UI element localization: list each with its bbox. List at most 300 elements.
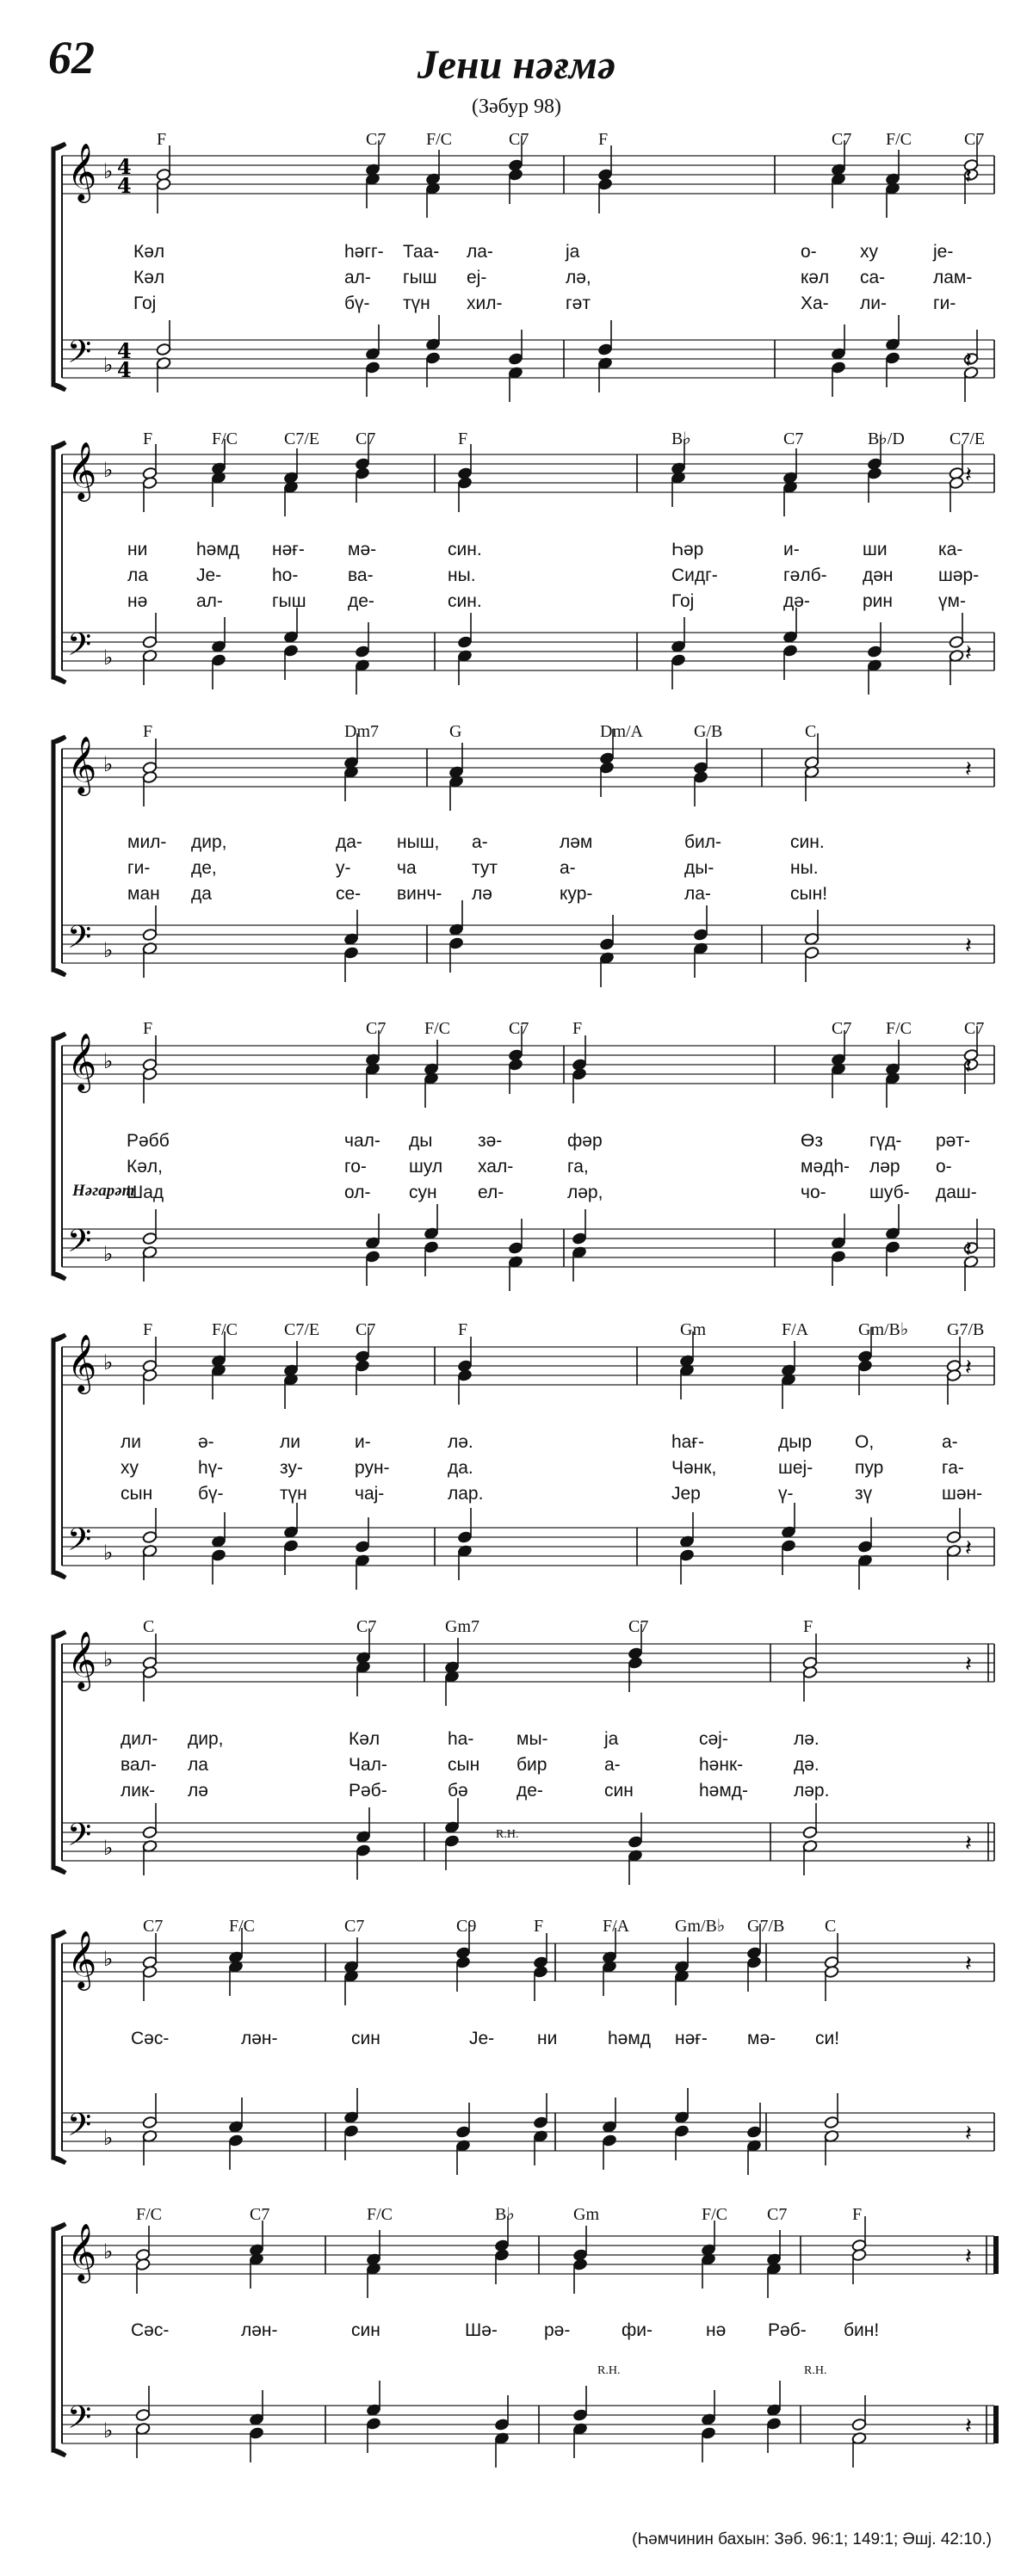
lyric-verse-2: де, [191, 858, 217, 878]
lyric-verse-1: дир, [188, 1729, 224, 1749]
lyric-verse-3: сын [121, 1484, 153, 1504]
chord-symbol: G7/B [947, 1320, 985, 1339]
chord-symbol: C7 [366, 130, 387, 149]
quarter-rest-icon: 𝄽 [965, 640, 972, 666]
lyric-verse-2: Кәл, [127, 1157, 163, 1177]
lyric-verse-3: се- [336, 884, 362, 904]
chord-symbol: F [458, 1320, 468, 1339]
lyric-verse-1: а- [942, 1432, 958, 1452]
lyric-verse-1: фи- [622, 2320, 653, 2340]
lyric-verse-2: тут [472, 858, 498, 878]
lyric-verse-3: ла- [684, 884, 711, 904]
lyric-verse-2: шул [409, 1157, 443, 1177]
lyric-verse-1: нәғ- [272, 540, 305, 559]
chord-symbol: F [852, 2205, 863, 2224]
lyric-verse-3: ол- [344, 1183, 371, 1202]
quarter-rest-icon: 𝄽 [965, 2413, 972, 2439]
lyric-verse-2: са- [860, 268, 886, 287]
lyric-verse-2: зу- [280, 1458, 303, 1478]
flat-key-icon: ♭ [103, 458, 114, 482]
lyric-verse-3: чо- [801, 1183, 826, 1202]
treble-clef-icon: 𝄞 [67, 2222, 97, 2281]
lyric-verse-2: у- [336, 858, 351, 878]
lyric-verse-3: Гој [671, 591, 695, 611]
lyric-verse-1: һәгг- [344, 242, 384, 262]
lyric-verse-1: ла- [467, 242, 493, 262]
lyric-verse-1: ни [127, 540, 148, 559]
lyric-verse-2: пур [855, 1458, 884, 1478]
chord-symbol: B♭ [671, 429, 691, 448]
flat-key-icon: ♭ [103, 646, 114, 670]
time-signature-icon: 4 [117, 173, 132, 198]
lyric-verse-1: дир, [191, 832, 227, 852]
lyric-verse-1: ши [863, 540, 888, 559]
lyric-verse-2: а- [560, 858, 576, 878]
lyric-verse-1: һәмд [196, 540, 240, 559]
lyric-verse-3: ги- [933, 293, 956, 313]
chord-symbol: C7 [509, 1019, 529, 1038]
lyric-verse-1: бин! [844, 2320, 880, 2340]
lyric-verse-1: дыр [778, 1432, 813, 1452]
lyric-verse-3: рин [863, 591, 894, 611]
lyric-verse-2: ләр [869, 1157, 900, 1177]
lyric-verse-3: үм- [938, 591, 966, 611]
flat-key-icon: ♭ [103, 1541, 114, 1565]
chord-symbol: C [143, 1617, 155, 1636]
lyric-verse-2: о- [936, 1157, 952, 1177]
lyric-verse-3: шән- [942, 1484, 983, 1504]
chord-symbol: F [143, 1320, 153, 1339]
lyric-verse-1: а- [472, 832, 488, 852]
lyric-verse-3: түн [403, 293, 430, 313]
lyric-verse-1: син [351, 2320, 380, 2340]
lyric-verse-1: һәмд [608, 2029, 652, 2048]
chord-symbol: F [143, 429, 153, 448]
lyric-verse-1: нәғ- [675, 2029, 708, 2048]
lyric-verse-2: шеј- [778, 1458, 813, 1478]
lyric-verse-3: ал- [196, 591, 223, 611]
treble-clef-icon: 𝄞 [67, 1930, 97, 1988]
rh-marking: R.H. [804, 2364, 827, 2377]
lyric-verse-2: ла [188, 1755, 208, 1775]
lyric-verse-2: хал- [478, 1157, 514, 1177]
lyric-verse-2: Чәнк, [671, 1458, 717, 1478]
page-title: Јени нәғмә [417, 42, 616, 88]
lyric-verse-1: син. [448, 540, 482, 559]
quarter-rest-icon: 𝄽 [965, 1237, 972, 1263]
quarter-rest-icon: 𝄽 [965, 1652, 972, 1677]
chord-symbol: Gm/B♭ [675, 1917, 726, 1936]
lyric-verse-2: вал- [121, 1755, 157, 1775]
time-signature-icon: 4 [117, 357, 132, 382]
bass-clef-icon: 𝄢 [67, 1223, 92, 1267]
quarter-rest-icon: 𝄽 [965, 2244, 972, 2270]
quarter-rest-icon: 𝄽 [965, 1535, 972, 1561]
flat-key-icon: ♭ [103, 1242, 114, 1266]
lyric-verse-1: ка- [938, 540, 963, 559]
lyric-verse-1: лән- [241, 2320, 278, 2340]
lyric-verse-2: гәлб- [783, 565, 827, 585]
treble-clef-icon: 𝄞 [67, 735, 97, 794]
scripture-references: (Һәмчинин бахын: Зәб. 96:1; 149:1; Әшј. 42:10.) [632, 2530, 992, 2548]
lyric-verse-2: ны. [448, 565, 476, 585]
quarter-rest-icon: 𝄽 [965, 462, 972, 488]
chord-symbol: Gm7 [445, 1617, 479, 1636]
lyric-verse-1: зә- [478, 1131, 503, 1151]
lyric-verse-3: син [604, 1781, 634, 1801]
lyric-verse-3: зү [855, 1484, 873, 1504]
chord-symbol: F/C [886, 1019, 912, 1038]
lyric-verse-1: си! [815, 2029, 840, 2048]
lyric-verse-1: рәт- [936, 1131, 970, 1151]
system-bracket [53, 2224, 65, 2456]
chord-symbol: G/B [694, 722, 723, 741]
lyric-verse-3: лә [472, 884, 492, 904]
lyric-verse-1: бил- [684, 832, 722, 852]
lyric-verse-1: фәр [567, 1131, 603, 1151]
lyric-verse-2: лам- [933, 268, 973, 287]
lyric-verse-3: Рәб- [349, 1781, 387, 1801]
lyric-verse-2: бир [516, 1755, 547, 1775]
chord-symbol: B♭ [495, 2205, 515, 2224]
lyric-verse-1: Кәл [349, 1729, 380, 1749]
lyric-verse-2: ал- [344, 268, 371, 287]
chord-symbol: G7/B [747, 1917, 785, 1936]
lyric-verse-1: сәј- [699, 1729, 728, 1749]
flat-key-icon: ♭ [103, 938, 114, 962]
lyric-verse-1: ја [566, 242, 580, 262]
chord-symbol: Dm/A [600, 722, 643, 741]
lyric-verse-1: Сәс- [131, 2320, 170, 2340]
lyric-verse-3: чај- [355, 1484, 385, 1504]
treble-clef-icon: 𝄞 [67, 1032, 97, 1090]
quarter-rest-icon: 𝄽 [965, 933, 972, 959]
page-subtitle: (Зәбур 98) [472, 96, 561, 118]
lyric-verse-1: Кәл [133, 242, 165, 262]
lyric-verse-2: дән [863, 565, 894, 585]
lyric-verse-1: чал- [344, 1131, 380, 1151]
lyric-verse-1: ләм [560, 832, 593, 852]
system-bracket [53, 1632, 65, 1873]
lyric-verse-2: шәр- [938, 565, 980, 585]
flat-key-icon: ♭ [103, 1350, 114, 1374]
lyric-verse-3: Гој [133, 293, 157, 313]
chord-symbol: F [534, 1917, 544, 1936]
system-bracket [53, 737, 65, 975]
chord-symbol: F [572, 1019, 583, 1038]
lyric-verse-2: Је- [196, 565, 222, 585]
lyric-verse-3: ли- [860, 293, 887, 313]
lyric-verse-1: гүд- [869, 1131, 902, 1151]
chord-symbol: F/C [886, 130, 912, 149]
lyric-verse-2: ны. [790, 858, 819, 878]
chord-symbol: C7 [832, 1019, 852, 1038]
lyric-verse-2: рун- [355, 1458, 390, 1478]
chord-symbol: F [458, 429, 468, 448]
chord-symbol: B♭/D [868, 429, 905, 448]
chord-symbol: F [803, 1617, 813, 1636]
lyric-verse-2: ги- [127, 858, 151, 878]
lyric-verse-3: ләр, [567, 1183, 603, 1202]
chord-symbol: C7 [344, 1917, 365, 1936]
lyric-verse-1: Рәбб [127, 1131, 170, 1151]
lyric-verse-1: Је- [469, 2029, 495, 2048]
flat-key-icon: ♭ [103, 353, 114, 377]
lyric-verse-1: и- [783, 540, 800, 559]
lyric-verse-3: ү- [778, 1484, 794, 1504]
bass-clef-icon: 𝄢 [67, 2107, 92, 2151]
final-barline [993, 2406, 999, 2443]
chord-symbol: Gm/B♭ [858, 1320, 909, 1339]
bass-clef-icon: 𝄢 [67, 334, 92, 378]
lyric-verse-1: ја [604, 1729, 619, 1749]
system-bracket [53, 144, 65, 390]
chord-symbol: C7 [143, 1917, 164, 1936]
chord-symbol: C7 [964, 1019, 985, 1038]
flat-key-icon: ♭ [103, 1049, 114, 1073]
lyric-verse-1: мы- [516, 1729, 548, 1749]
lyric-verse-3: даш- [936, 1183, 977, 1202]
lyric-verse-1: мә- [747, 2029, 776, 2048]
flat-key-icon: ♭ [103, 2239, 114, 2264]
lyric-verse-1: дил- [121, 1729, 158, 1749]
lyric-verse-2: кәл [801, 268, 830, 287]
lyric-verse-3: де- [516, 1781, 543, 1801]
quarter-rest-icon: 𝄽 [965, 757, 972, 782]
chord-symbol: F/C [702, 2205, 728, 2224]
chord-symbol: C7 [356, 429, 376, 448]
lyric-verse-2: ча [397, 858, 417, 878]
quarter-rest-icon: 𝄽 [965, 1831, 972, 1856]
rh-marking: R.H. [496, 1828, 519, 1841]
lyric-verse-1: лән- [241, 2029, 278, 2048]
treble-clef-icon: 𝄞 [67, 1333, 97, 1392]
lyric-verse-2: ды- [684, 858, 714, 878]
chord-symbol: C [805, 722, 817, 741]
chord-symbol: F/A [782, 1320, 809, 1339]
lyric-verse-3: Јер [671, 1484, 701, 1504]
treble-clef-icon: 𝄞 [67, 441, 97, 499]
chord-symbol: C7 [767, 2205, 788, 2224]
chord-symbol: C7 [356, 1320, 376, 1339]
lyric-verse-3: ман [127, 884, 160, 904]
lyric-verse-2: га, [567, 1157, 589, 1177]
time-signature-icon: 4 [117, 154, 132, 179]
lyric-verse-1: һа- [448, 1729, 474, 1749]
chord-symbol: C [825, 1917, 837, 1936]
lyric-verse-3: да [191, 884, 212, 904]
lyric-verse-2: гыш [403, 268, 437, 287]
time-signature-icon: 4 [117, 338, 132, 363]
chord-symbol: C7/E [284, 1320, 320, 1339]
lyric-verse-2: ва- [348, 565, 374, 585]
lyric-verse-2: мәдһ- [801, 1157, 851, 1177]
quarter-rest-icon: 𝄽 [965, 1355, 972, 1381]
lyric-verse-2: ху [121, 1458, 139, 1478]
lyric-verse-1: је- [933, 242, 954, 262]
chord-symbol: F/C [426, 130, 453, 149]
flat-key-icon: ♭ [103, 2418, 114, 2443]
lyric-verse-1: Таа- [403, 242, 440, 262]
chord-symbol: F/C [212, 429, 238, 448]
final-barline [993, 2236, 999, 2274]
lyric-verse-3: хил- [467, 293, 503, 313]
flat-key-icon: ♭ [103, 1947, 114, 1971]
lyric-verse-2: һәнк- [699, 1755, 744, 1775]
chord-symbol: G [449, 722, 462, 741]
lyric-verse-3: түн [280, 1484, 307, 1504]
lyric-verse-1: ху [860, 242, 878, 262]
chord-symbol: F/C [424, 1019, 451, 1038]
flat-key-icon: ♭ [103, 1647, 114, 1671]
lyric-verse-1: ә- [198, 1432, 214, 1452]
chord-symbol: C7/E [284, 429, 320, 448]
page-number: 62 [48, 32, 95, 83]
lyric-verse-3: Ха- [801, 293, 829, 313]
lyric-verse-3: Шад [127, 1183, 164, 1202]
lyric-verse-1: лә. [448, 1432, 473, 1452]
lyric-verse-1: мә- [348, 540, 377, 559]
lyric-verse-3: ләр. [794, 1781, 830, 1801]
lyric-verse-3: шуб- [869, 1183, 910, 1202]
lyric-verse-3: ел- [478, 1183, 504, 1202]
lyric-verse-1: Өз [801, 1131, 823, 1151]
quarter-rest-icon: 𝄽 [965, 348, 972, 374]
lyric-verse-2: да. [448, 1458, 473, 1478]
lyric-verse-1: о- [801, 242, 817, 262]
lyric-verse-3: сын! [790, 884, 828, 904]
lyric-verse-3: син. [448, 591, 482, 611]
flat-key-icon: ♭ [103, 752, 114, 776]
lyric-verse-1: Һәр [671, 540, 704, 559]
lyric-verse-1: ныш, [397, 832, 440, 852]
system-bracket [53, 1034, 65, 1279]
treble-clef-icon: 𝄞 [67, 142, 97, 201]
lyric-verse-3: лар. [448, 1484, 484, 1504]
lyric-verse-1: О, [855, 1432, 875, 1452]
system-bracket [53, 1335, 65, 1578]
refrain-label: Нәгарәт [72, 1182, 135, 1200]
lyric-verse-3: лә [188, 1781, 208, 1801]
lyric-verse-1: Шә- [465, 2320, 498, 2340]
lyric-verse-1: да- [336, 832, 362, 852]
lyric-verse-2: дә. [794, 1755, 820, 1775]
flat-key-icon: ♭ [103, 1836, 114, 1860]
lyric-verse-1: нә [706, 2320, 727, 2340]
lyric-verse-1: ни [537, 2029, 558, 2048]
lyric-verse-2: лә, [566, 268, 591, 287]
quarter-rest-icon: 𝄽 [965, 2121, 972, 2147]
lyric-verse-1: син [351, 2029, 380, 2048]
chord-symbol: F/C [367, 2205, 393, 2224]
lyric-verse-3: гыш [272, 591, 306, 611]
chord-symbol: C7 [832, 130, 852, 149]
lyric-verse-2: Чал- [349, 1755, 387, 1775]
lyric-verse-3: дә- [783, 591, 810, 611]
chord-symbol: C7 [509, 130, 529, 149]
quarter-rest-icon: 𝄽 [965, 164, 972, 189]
quarter-rest-icon: 𝄽 [965, 1951, 972, 1977]
lyric-verse-2: сын [448, 1755, 480, 1775]
flat-key-icon: ♭ [103, 2126, 114, 2150]
rh-marking: R.H. [597, 2364, 621, 2377]
lyric-verse-2: ла [127, 565, 148, 585]
lyric-verse-3: бү- [198, 1484, 224, 1504]
lyric-verse-3: сун [409, 1183, 437, 1202]
chord-symbol: F [143, 722, 153, 741]
lyric-verse-1: и- [355, 1432, 371, 1452]
lyric-verse-3: гәт [566, 293, 591, 313]
lyric-verse-1: Сәс- [131, 2029, 170, 2048]
chord-symbol: C7 [964, 130, 985, 149]
lyric-verse-1: син. [790, 832, 825, 852]
chord-symbol: F/C [229, 1917, 256, 1936]
lyric-verse-2: һү- [198, 1458, 224, 1478]
treble-clef-icon: 𝄞 [67, 1630, 97, 1689]
lyric-verse-3: бү- [344, 293, 370, 313]
lyric-verse-2: га- [942, 1458, 964, 1478]
bass-clef-icon: 𝄢 [67, 1522, 92, 1566]
chord-symbol: F [143, 1019, 153, 1038]
chord-symbol: F [157, 130, 167, 149]
lyric-verse-3: кур- [560, 884, 593, 904]
chord-symbol: C7/E [949, 429, 986, 448]
bass-clef-icon: 𝄢 [67, 1817, 92, 1861]
chord-symbol: F [598, 130, 609, 149]
lyric-verse-2: Кәл [133, 268, 165, 287]
flat-key-icon: ♭ [103, 159, 114, 183]
lyric-verse-1: һағ- [671, 1432, 705, 1452]
lyric-verse-2: еј- [467, 268, 487, 287]
chord-symbol: C7 [250, 2205, 270, 2224]
lyric-verse-1: лә. [794, 1729, 820, 1749]
lyric-verse-1: мил- [127, 832, 167, 852]
chord-symbol: Dm7 [344, 722, 379, 741]
system-bracket [53, 1931, 65, 2163]
chord-symbol: Gm [573, 2205, 599, 2224]
chord-symbol: C7 [366, 1019, 387, 1038]
lyric-verse-3: винч- [397, 884, 442, 904]
chord-symbol: F/C [136, 2205, 163, 2224]
chord-symbol: F/A [603, 1917, 630, 1936]
chord-symbol: C7 [628, 1617, 649, 1636]
lyric-verse-3: де- [348, 591, 374, 611]
bass-clef-icon: 𝄢 [67, 2400, 92, 2443]
lyric-verse-1: ли [121, 1432, 141, 1452]
chord-symbol: F/C [212, 1320, 238, 1339]
bass-clef-icon: 𝄢 [67, 919, 92, 963]
bass-clef-icon: 𝄢 [67, 627, 92, 670]
lyric-verse-1: ды [409, 1131, 433, 1151]
lyric-verse-2: һо- [272, 565, 299, 585]
lyric-verse-2: а- [604, 1755, 621, 1775]
lyric-verse-1: ли [280, 1432, 300, 1452]
lyric-verse-2: Сидг- [671, 565, 718, 585]
chord-symbol: Gm [680, 1320, 706, 1339]
chord-symbol: C7 [356, 1617, 377, 1636]
system-bracket [53, 442, 65, 683]
chord-symbol: C9 [456, 1917, 477, 1936]
lyric-verse-3: бә [448, 1781, 468, 1801]
lyric-verse-3: лик- [121, 1781, 156, 1801]
lyric-verse-3: нә [127, 591, 148, 611]
quarter-rest-icon: 𝄽 [965, 1053, 972, 1079]
lyric-verse-3: һәмд- [699, 1781, 749, 1801]
chord-symbol: C7 [783, 429, 804, 448]
lyric-verse-1: Рәб- [768, 2320, 807, 2340]
lyric-verse-1: рә- [544, 2320, 571, 2340]
lyric-verse-2: го- [344, 1157, 367, 1177]
